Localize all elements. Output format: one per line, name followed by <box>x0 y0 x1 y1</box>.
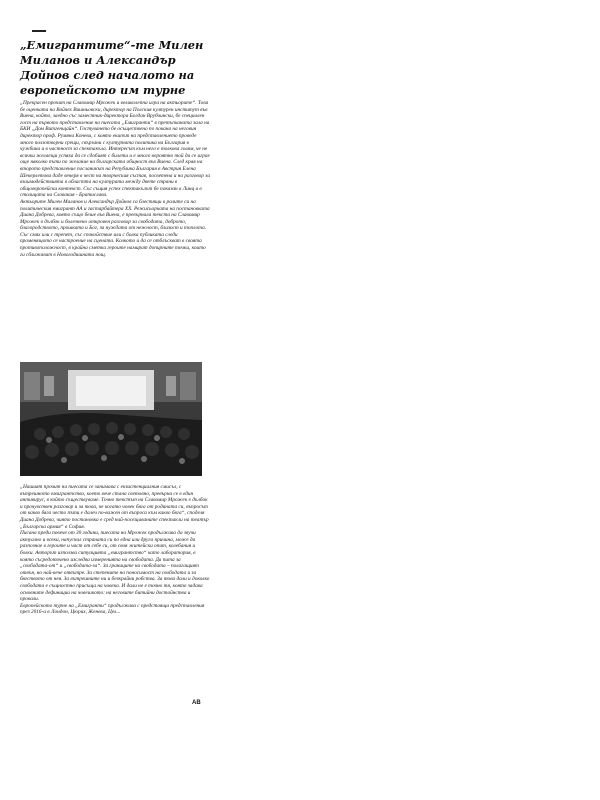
article-title: „Емигрантите“-те Милен Миланов и Александър Дойнов след началото на европейското им турне <box>20 38 204 97</box>
author-initials: AB <box>192 700 201 706</box>
theatre-audience-photo <box>20 362 202 476</box>
top-rule <box>32 30 46 32</box>
paragraph: Писана преди повече от 30 години, пиесата на Мрожек продължава да звучи актуално и всеки, напуснал страната си по една или друга причина, може да разпознае в героите и част от себе си, от своя житейски опит, колебания и болки. Авторът използва ситуацията „емигрантство“ като лаборатория, в която съсредоточено изследва измеренията на свободата. Да пита за „свободата-от“ и „свободата-за“. За границите на свободата – полагащият отвън, но най-вече отвътре. За степените на поносимост на свободата и за бягството от нея. За вътрешните ни и безкрайни робства. За това дали и доколко свободата е същностно присъща на човека. И дали не е точно тя, която задава основните дефиниции на човешкото: на неговите битийни достойнства и провали. <box>20 530 210 603</box>
article-body-part-1 <box>20 100 210 258</box>
paragraph: Актьорите Милен Миланов и Александър Дойнов са блестящи в ролите си на политическия емигрант АА и гастарбайтера ХХ. Режисьорката на постановката Диана Добрева, която също беше във Виена, е превърнала текста на Славомир Мрожек в дълбок и болезнено откровен разговор за свободата, доброто, благородството, прошката и Бог, за нуждата от нежност, близост и топлота. Със смях или с трепет, със спокойствие или с болка публиката следи променящото се настроение на сцената. Колкото и да се отблъскват в своята противоположност, в крайна сметка героите намират допирните точки, които ги сближават в Новогодишната нощ. <box>20 198 210 258</box>
paragraph: „Прекрасен прочит на Славомир Мрожек и великолепна игра на актьорите“. Това бе оценката на Войчех Вишньовски, директор на Полския културен институт във Виена, който, заедно със заместник-директора Богдан Врубчински, бе специален гост на първото представление на пиесата „Емигранти“ в претъпканата зала на БКИ „Дом Витгенщайн“. Гостуването бе осъществено по покана на неговия директор проф. Румяна Конева, с която екипът на представлението проведе много ползотворни срещи, свързани с културната политика на България в чужбина и в частност за спектакъла. Интересът към него е толкова голям, че не всички желаещи успяха да се сдобият с билети и е много вероятно той да се играе още няколко пъти по желание на българската общност във Виена. След края на второто представление посланикът на Република България в Австрия Елена Шекерлетова даде вечеря в чест на творческия състав, посветена и на разговор за взаимодействията в областта на културата между двете страни в общоевропейски контекст. Със същия успех спектакълът бе показан в Линц и в столицата на Словакия - Братислава. <box>20 100 210 199</box>
photo-graphic <box>20 362 202 476</box>
paragraph: „Нашият прочит на пиесата се занимава с екзистенциалния смисъл, с вътрешното емигрантство, което вече стана световно, превърна се в един антивирус, в който съществуваме. Точно текстът на Славомир Мрожек е дълбок и прочувствен разговор и за това, че когато човек бяга от родината си, въпросът от какво бяга често пъти е далеч по-важен от въпроса към какво бяга“, споделя Диана Добрева, чиято постановка е сред най-посещаваните спектакли на театър „Българска армия“ в София. <box>20 484 209 530</box>
article-body-part-2 <box>20 484 210 616</box>
paragraph: Европейското турне на „Емигранти“ продължава с предстоящи представления през 2016-а в Лондон, Цюрих, Женева, Цел... <box>20 602 205 616</box>
